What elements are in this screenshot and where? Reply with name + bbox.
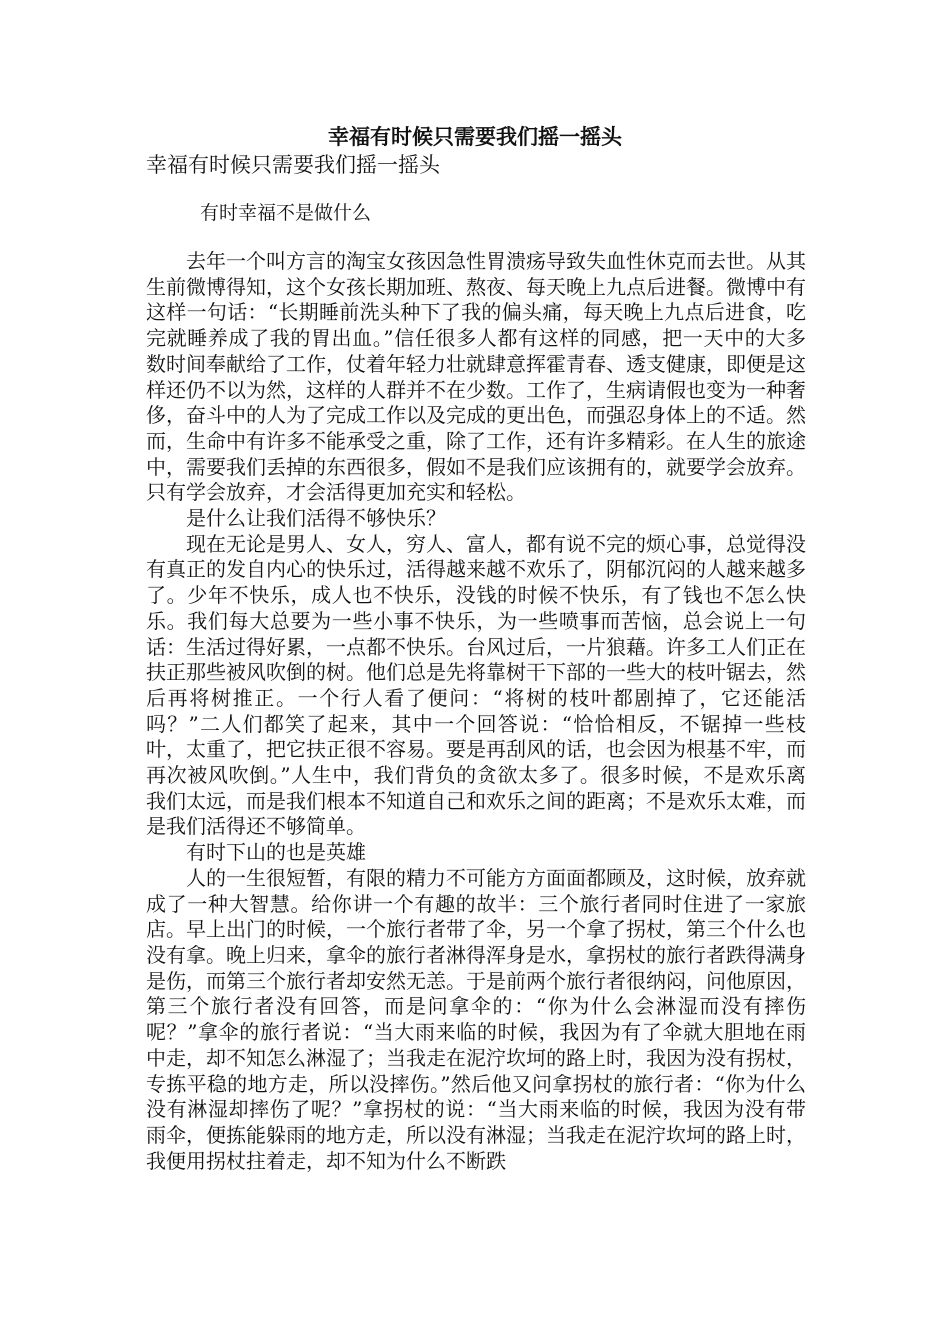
document-body bbox=[146, 249, 806, 1174]
section-heading-why-unhappy: 是什么让我们活得不够快乐？ bbox=[186, 506, 446, 531]
paragraph-three-travelers: 人的一生很短暂，有限的精力不可能方方面面都顾及，这时候，放弃就成了一种大智慧。给你讲一个有趣的故半：三个旅行者同时住进了一家旅店。早上出门的时候，一个旅行者带了伞，另一个拿了拐杖，第三个什么也没有拿。晚上归来，拿伞的旅行者淋得浑身是水，拿拐杖的旅行者跌得满身是伤，而第三个旅行者却安然无恙。于是前两个旅行者很纳闷，问他原因，第三个旅行者没有回答，而是问拿伞的：“你为什么会淋湿而没有摔伤呢？”拿伞的旅行者说：“当大雨来临的时候，我因为有了伞就大胆地在雨中走，却不知怎么淋湿了；当我走在泥泞坎坷的路上时，我因为没有拐杖，专拣平稳的地方走，所以没摔伤。”然后他又问拿拐杖的旅行者：“你为什么没有淋湿却摔伤了呢？”拿拐杖的说：“当大雨来临的时候，我因为没有带雨伞，便拣能躲雨的地方走，所以没有淋湿；当我走在泥泞坎坷的路上时，我便用拐杖拄着走，却不知为什么不断跌 bbox=[146, 865, 806, 1173]
paragraph-fangyan-story: 去年一个叫方言的淘宝女孩因急性胃溃疡导致失血性休克而去世。从其生前微博得知，这个女孩长期加班、熬夜、每天晚上九点后进餐。微博中有这样一句话：“长期睡前洗头种下了我的偏头痛，每天晚上九点后进食，吃完就睡养成了我的胃出血。”信任很多人都有这样的同感，把一天中的大多数时间奉献给了工作，仗着年轻力壮就肆意挥霍青春、透支健康，即便是这样还仍不以为然，这样的人群并不在少数。工作了，生病请假也变为一种奢侈，奋斗中的人为了完成工作以及完成的更出色，而强忍身体上的不适。然而，生命中有许多不能承受之重，除了工作，还有许多精彩。在人生的旅途中，需要我们丢掉的东西很多，假如不是我们应该拥有的，就要学会放弃。只有学会放弃，才会活得更加充实和轻松。 bbox=[146, 249, 806, 505]
document-subtitle: 幸福有时候只需要我们摇一摇头 bbox=[146, 153, 440, 177]
paragraph-typhoon-tree: 现在无论是男人、女人，穷人、富人，都有说不完的烦心事，总觉得没有真正的发自内心的快乐过，活得越来越不欢乐了，阴郁沉闷的人越来越多了。少年不快乐，成人也不快乐，没钱的时候不快乐，有了钱也不怎么快乐。我们每大总要为一些小事不快乐，为一些喷事而苦恼，总会说上一句话：生活过得好累，一点都不快乐。台风过后，一片狼藉。许多工人们正在扶正那些被风吹倒的树。他们总是先将靠树干下部的一些大的枝叶锯去，然后再将树推正。一个行人看了便问：“将树的枝叶都剧掉了，它还能活吗？”二人们都笑了起来，其中一个回答说：“恰恰相反，不锯掉一些枝叶，太重了，把它扶正很不容易。要是再刮风的话，也会因为根基不牢，而再次被风吹倒。”人生中，我们背负的贪欲太多了。很多时候，不是欢乐离我们太远，而是我们根本不知道自己和欢乐之间的距离；不是欢乐太难，而是我们活得还不够简单。 bbox=[146, 531, 806, 839]
section-heading-descend-hero: 有时下山的也是英雄 bbox=[186, 840, 366, 865]
document-title: 幸福有时候只需要我们摇一摇头 bbox=[328, 124, 622, 149]
lead-heading: 有时幸福不是做什么 bbox=[200, 202, 372, 224]
